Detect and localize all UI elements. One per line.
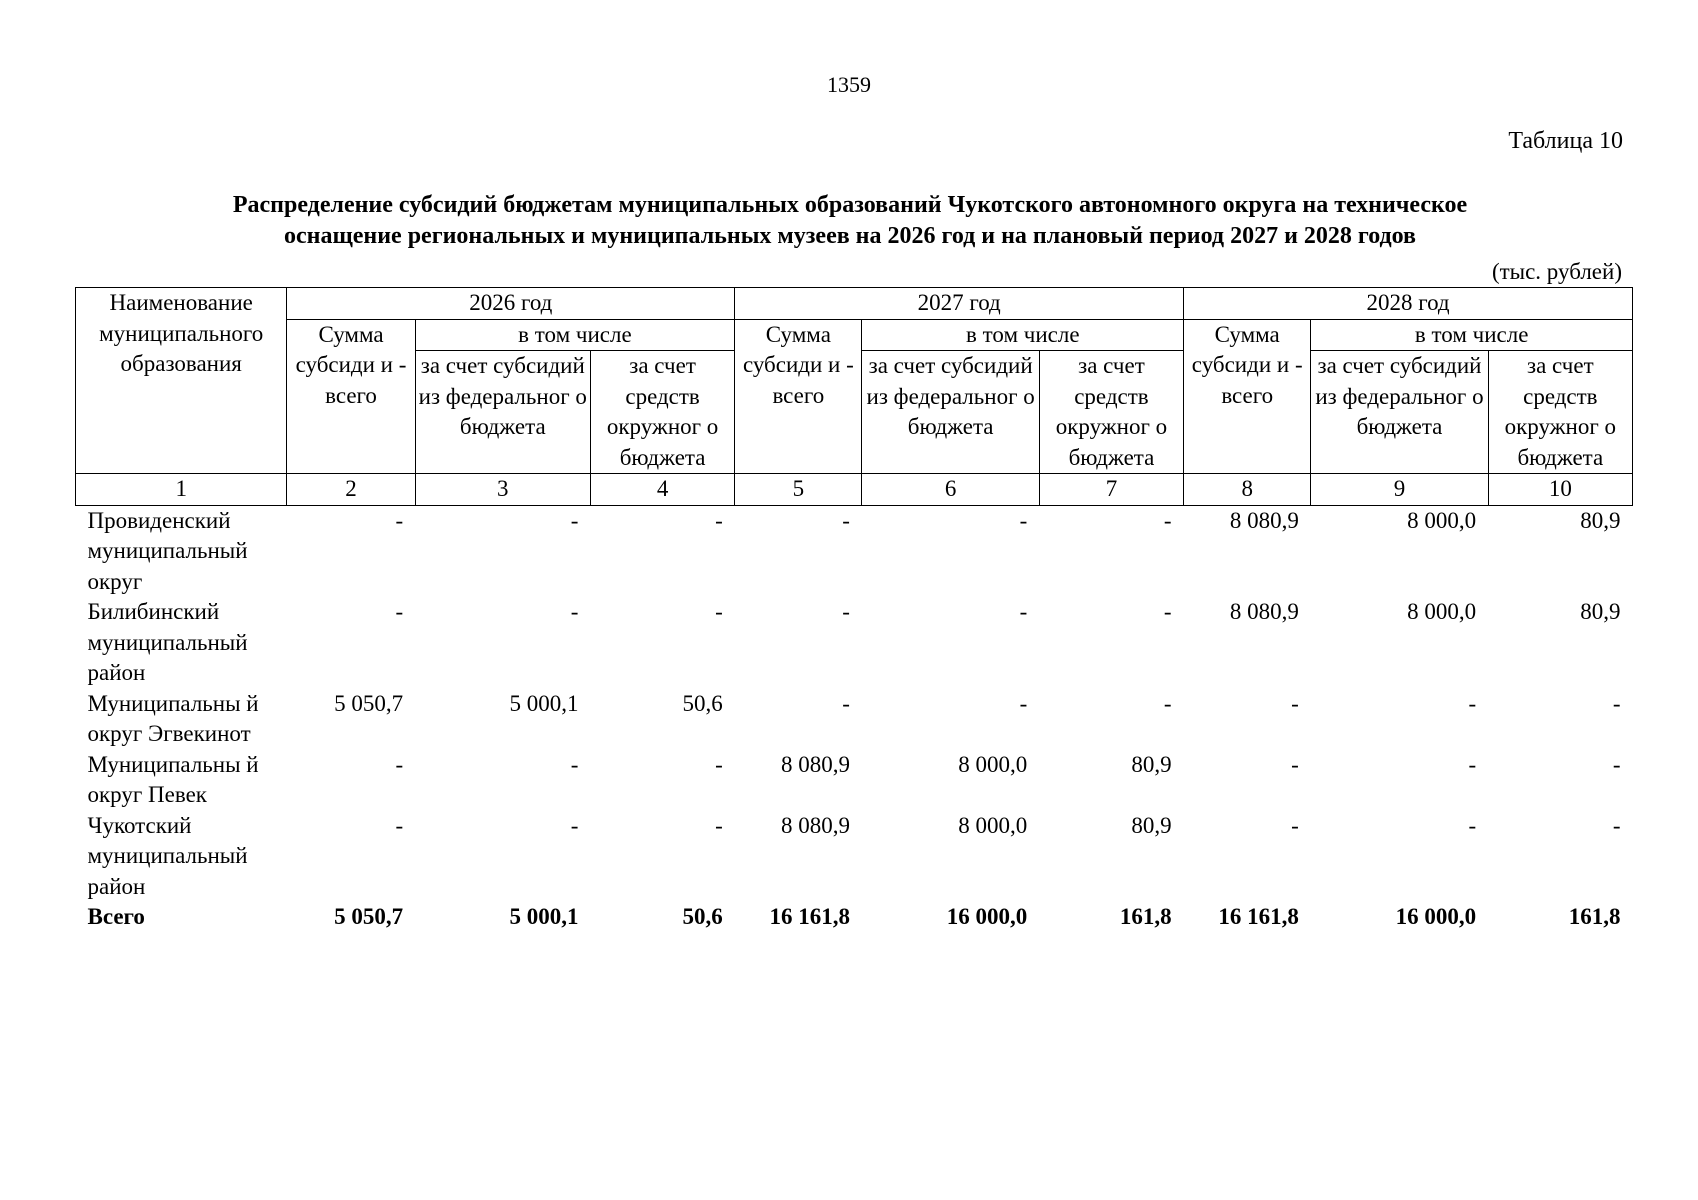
table-cell: - bbox=[1163, 507, 1172, 533]
total-cell: 50,6 bbox=[682, 904, 723, 929]
table-cell: - bbox=[715, 751, 723, 777]
column-number-row bbox=[76, 474, 1633, 506]
table-label: Таблица 10 bbox=[1508, 128, 1623, 154]
total-cell: 16 161,8 bbox=[769, 904, 850, 929]
table-cell: - bbox=[1612, 812, 1621, 838]
table-cell: 80,9 bbox=[1580, 507, 1621, 533]
table-row bbox=[76, 750, 1633, 811]
table-cell: - bbox=[1163, 599, 1172, 624]
table-cell: 80,9 bbox=[1580, 599, 1621, 624]
header-federal-2026: за счет субсидий из федеральног о бюджета bbox=[415, 351, 590, 474]
municipality-name: Муниципальны й округ Эгвекинот bbox=[87, 690, 259, 746]
header-total-2028: Сумма субсиди и - всего bbox=[1184, 319, 1311, 474]
header-total-2026: Сумма субсиди и - всего bbox=[287, 319, 415, 474]
table-body bbox=[76, 505, 1633, 933]
table-row bbox=[76, 505, 1633, 597]
total-cell: 5 050,7 bbox=[334, 904, 404, 929]
table-header bbox=[76, 288, 1633, 506]
column-number: 9 bbox=[1311, 474, 1488, 506]
table-cell: - bbox=[1019, 690, 1028, 716]
total-cell: 16 000,0 bbox=[946, 904, 1028, 929]
table-title-line-1: Распределение субсидий бюджетам муниципальных образований Чукотского автономного округа на техническое bbox=[232, 192, 1468, 218]
municipality-name: Провиденский муниципальный округ bbox=[87, 507, 248, 594]
municipality-name: Муниципальны й округ Певек bbox=[87, 751, 259, 807]
table-cell: 8 000,0 bbox=[1407, 599, 1477, 624]
column-number: 10 bbox=[1488, 474, 1632, 506]
total-cell: 16 000,0 bbox=[1395, 904, 1477, 929]
column-number: 7 bbox=[1039, 474, 1183, 506]
table-cell: - bbox=[1291, 751, 1299, 777]
table-cell: - bbox=[395, 751, 404, 777]
column-number: 3 bbox=[415, 474, 590, 506]
municipality-name: Чукотский муниципальный район bbox=[87, 812, 248, 899]
total-cell: 16 161,8 bbox=[1218, 904, 1299, 929]
table-cell: - bbox=[1468, 751, 1477, 777]
total-row bbox=[76, 902, 1633, 933]
table-row bbox=[76, 597, 1633, 689]
table-cell: - bbox=[715, 507, 723, 533]
table-cell: - bbox=[570, 751, 579, 777]
header-federal-2028: за счет субсидий из федеральног о бюджета bbox=[1311, 351, 1488, 474]
table-cell: - bbox=[1612, 751, 1621, 777]
table-cell: - bbox=[715, 599, 723, 624]
column-number: 4 bbox=[590, 474, 734, 506]
header-district-2027: за счет средств окружног о бюджета bbox=[1039, 351, 1183, 474]
table-cell: - bbox=[1019, 599, 1028, 624]
total-cell: 161,8 bbox=[1568, 904, 1621, 929]
table-cell: 8 080,9 bbox=[1229, 599, 1299, 624]
table-cell: 5 050,7 bbox=[334, 690, 404, 716]
table-cell: - bbox=[1019, 507, 1028, 533]
header-federal-2027: за счет субсидий из федеральног о бюджета bbox=[862, 351, 1039, 474]
subsidy-table bbox=[75, 287, 1633, 933]
table-cell: - bbox=[842, 507, 850, 533]
table-cell: - bbox=[1291, 690, 1299, 716]
table-cell: 8 000,0 bbox=[1407, 507, 1477, 533]
table-cell: 50,6 bbox=[682, 690, 723, 716]
header-district-2028: за счет средств окружног о бюджета bbox=[1488, 351, 1632, 474]
table-cell: - bbox=[1612, 690, 1621, 716]
table-cell: 5 000,1 bbox=[509, 690, 579, 716]
column-number: 1 bbox=[76, 474, 287, 506]
header-year-2027: 2027 год bbox=[735, 288, 1184, 320]
table-cell: 8 080,9 bbox=[780, 812, 850, 838]
table-cell: 80,9 bbox=[1131, 751, 1172, 777]
table-cell: - bbox=[842, 599, 850, 624]
table-cell: 8 000,0 bbox=[958, 812, 1028, 838]
table-cell: - bbox=[1291, 812, 1299, 838]
table-cell: - bbox=[842, 690, 850, 716]
municipality-name: Билибинский муниципальный район bbox=[87, 599, 248, 685]
header-district-2026: за счет средств окружног о бюджета bbox=[590, 351, 734, 474]
table-cell: - bbox=[715, 812, 723, 838]
header-including-2027: в том числе bbox=[862, 319, 1184, 351]
table-cell: - bbox=[1468, 812, 1477, 838]
table-title-line-2: оснащение региональных и муниципальных музеев на 2026 год и на плановый период 2027 и 2028 годов bbox=[283, 223, 1417, 249]
column-number: 2 bbox=[287, 474, 415, 506]
column-number: 8 bbox=[1184, 474, 1311, 506]
total-cell: 5 000,1 bbox=[509, 904, 579, 929]
table-cell: 8 080,9 bbox=[1229, 507, 1299, 533]
table-title bbox=[75, 190, 1625, 252]
header-including-2026: в том числе bbox=[415, 319, 735, 351]
column-number: 6 bbox=[862, 474, 1039, 506]
table-cell: - bbox=[395, 507, 404, 533]
table-cell: 80,9 bbox=[1131, 812, 1172, 838]
header-year-2028: 2028 год bbox=[1184, 288, 1633, 320]
table-cell: - bbox=[395, 812, 404, 838]
table-row bbox=[76, 689, 1633, 750]
table-cell: - bbox=[395, 599, 404, 624]
table-cell: - bbox=[1163, 690, 1172, 716]
total-cell: 161,8 bbox=[1119, 904, 1172, 929]
total-label: Всего bbox=[87, 904, 145, 929]
table-cell: 8 000,0 bbox=[958, 751, 1028, 777]
header-name-column: Наименование муниципального образования bbox=[76, 288, 287, 474]
table-cell: - bbox=[570, 507, 579, 533]
table-cell: - bbox=[570, 812, 579, 838]
header-total-2027: Сумма субсиди и - всего bbox=[735, 319, 862, 474]
page-number: 1359 bbox=[827, 72, 871, 97]
header-including-2028: в том числе bbox=[1311, 319, 1633, 351]
header-year-2026: 2026 год bbox=[287, 288, 735, 320]
table-cell: 8 080,9 bbox=[780, 751, 850, 777]
table-cell: - bbox=[570, 599, 579, 624]
units-note: (тыс. рублей) bbox=[1491, 259, 1622, 284]
table-row bbox=[76, 811, 1633, 903]
table-cell: - bbox=[1468, 690, 1477, 716]
column-number: 5 bbox=[735, 474, 862, 506]
